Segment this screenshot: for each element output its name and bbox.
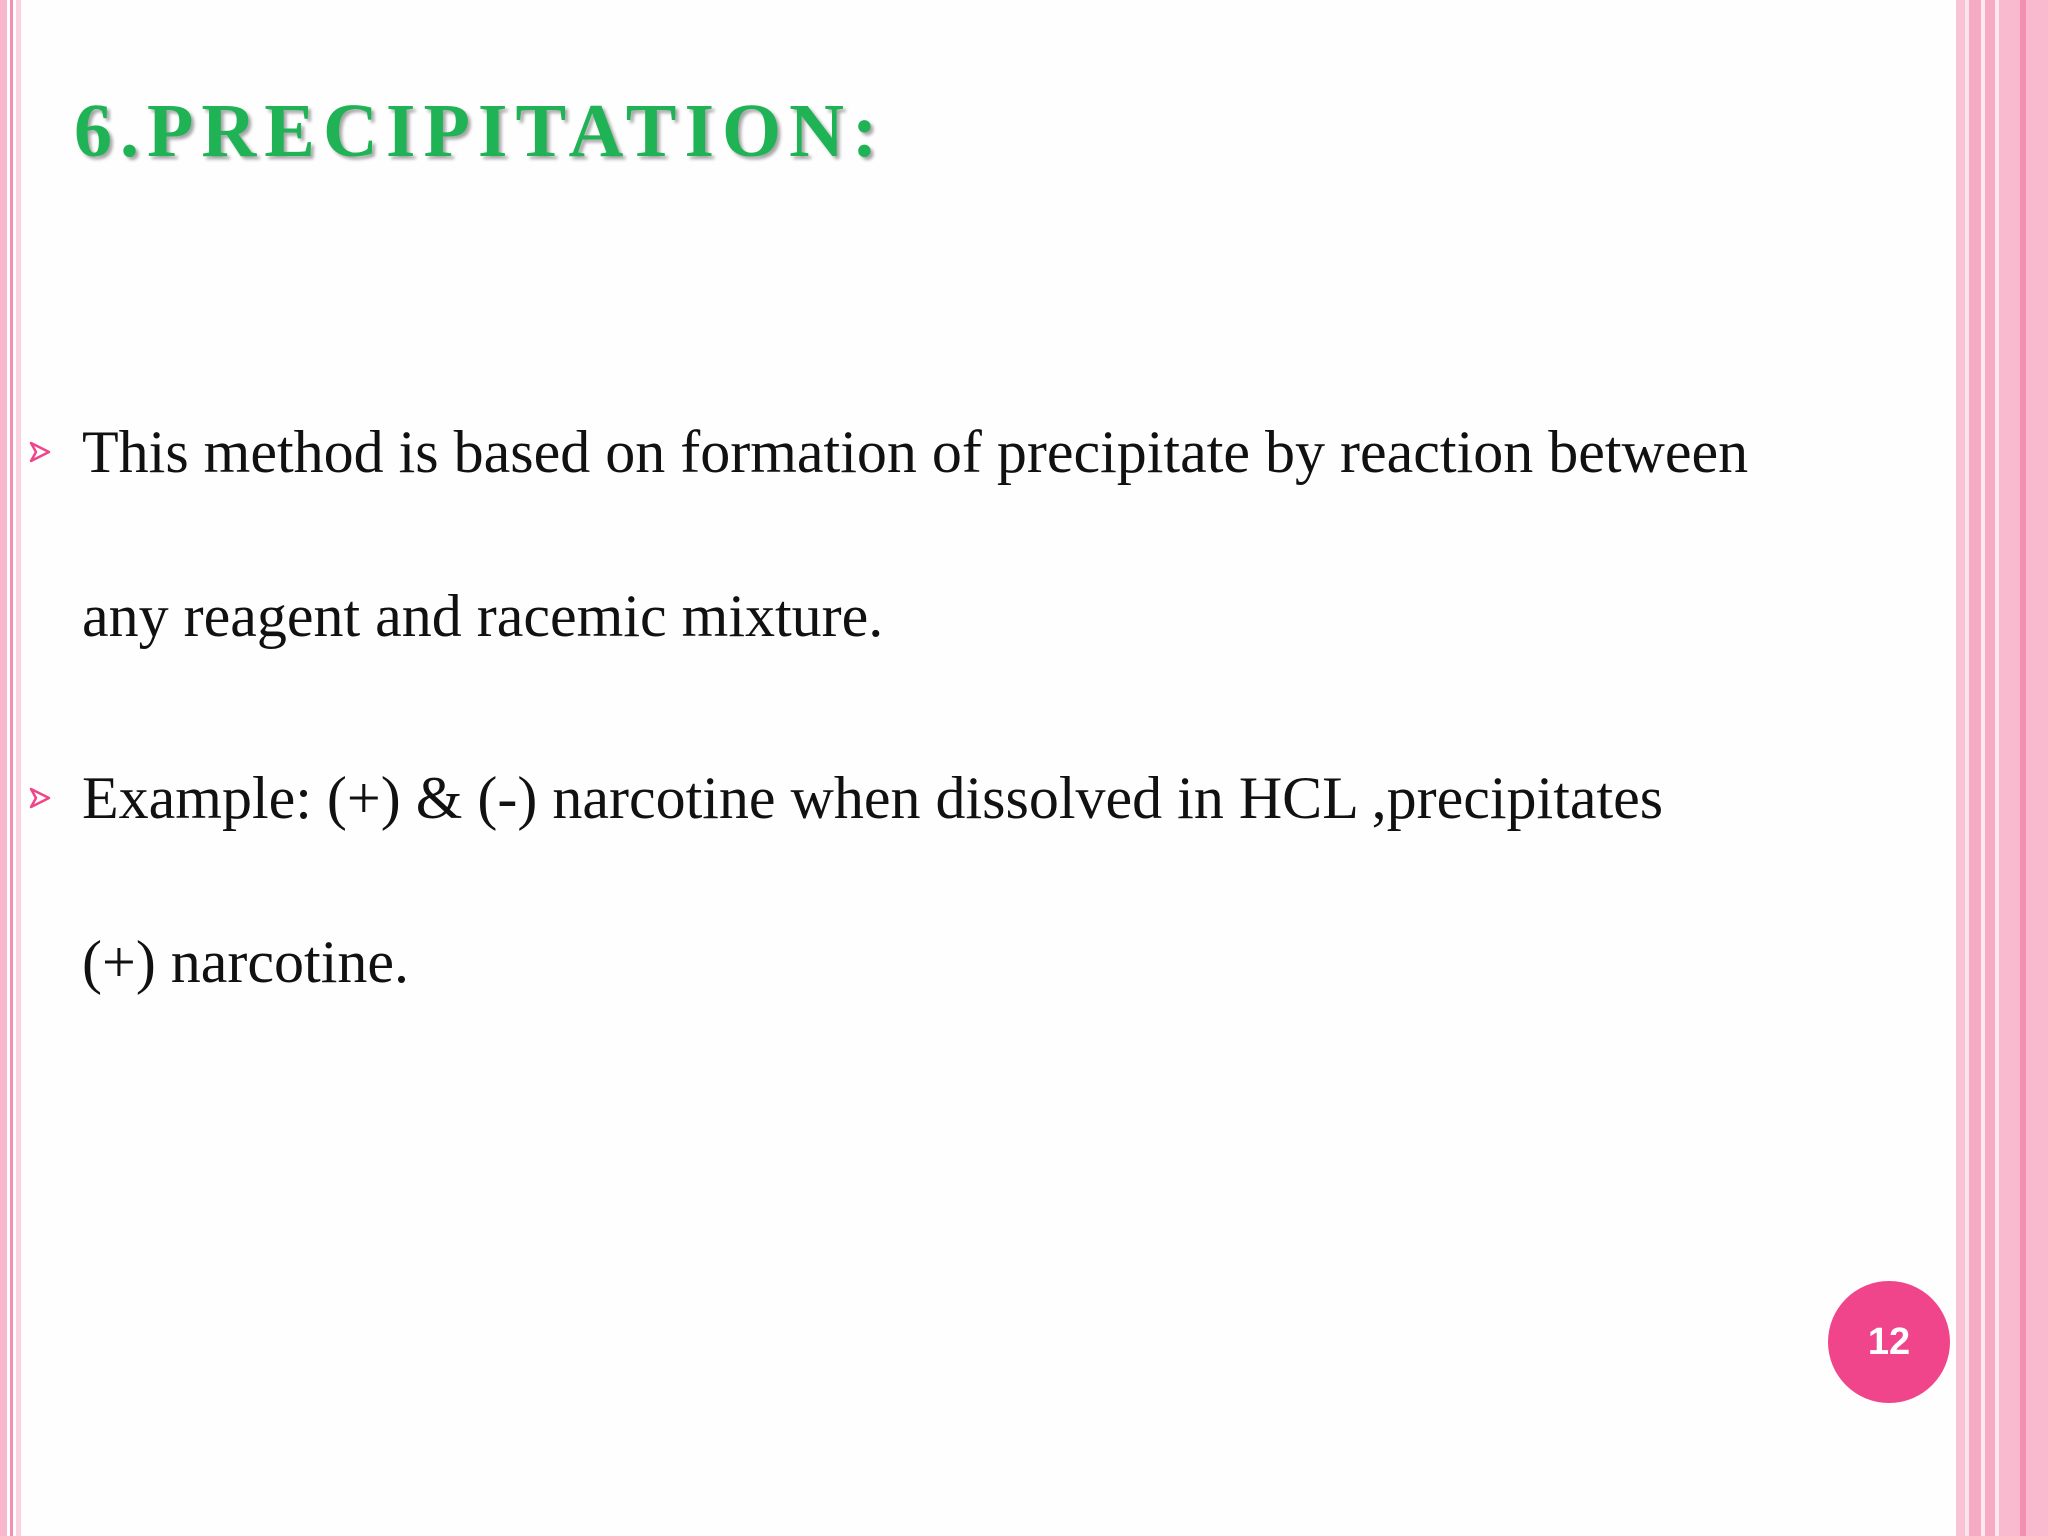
bullet-item	[0, 370, 1990, 698]
bullet-line: This method is based on formation of precipitate by reaction between	[82, 419, 1749, 485]
bullet-item	[0, 716, 1990, 1044]
bullet-line: (+) narcotine.	[82, 929, 410, 995]
right-border-stripe	[2020, 0, 2026, 1536]
page-number-badge	[1828, 1281, 1950, 1403]
arrow-bullet-icon	[27, 716, 55, 880]
page-number: 12	[1867, 1320, 1911, 1363]
arrow-bullet-icon	[27, 370, 55, 534]
bullet-list	[0, 370, 1990, 1044]
slide-title: 6.PRECIPITATION:	[74, 89, 886, 173]
bullet-line: Example: (+) & (-) narcotine when dissolved in HCL ,precipitates	[82, 765, 1664, 831]
bullet-line: any reagent and racemic mixture.	[82, 583, 884, 649]
